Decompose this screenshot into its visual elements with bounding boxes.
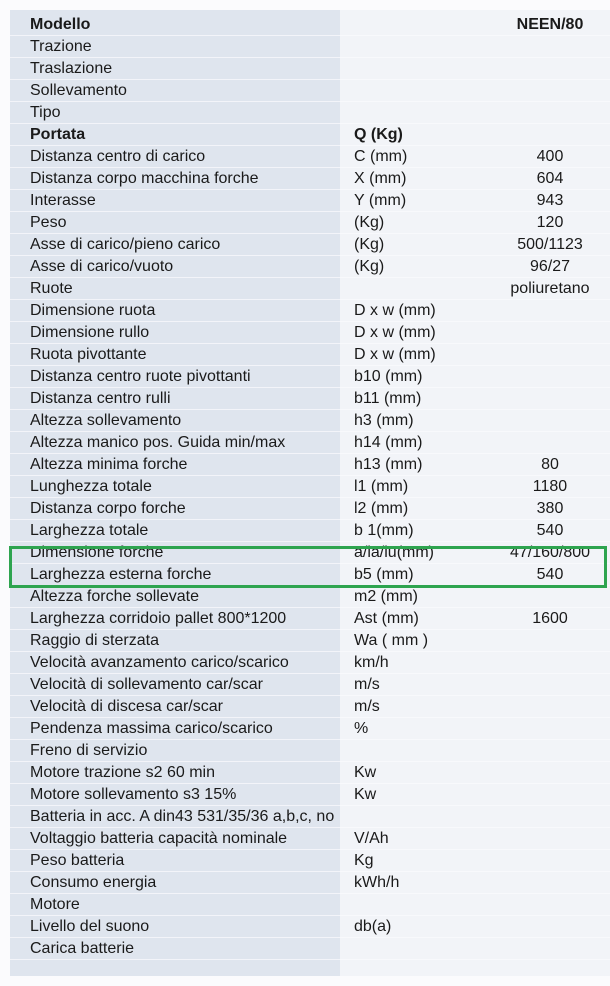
spec-label: Raggio di sterzata [30, 632, 159, 649]
spec-label: Peso [30, 214, 67, 231]
spec-row [10, 850, 610, 872]
spec-unit: l1 (mm) [354, 478, 409, 495]
spec-row [10, 80, 610, 102]
highlight-box [9, 546, 607, 588]
spec-row [10, 872, 610, 894]
spec-row [10, 234, 610, 256]
spec-label: Dimensione ruota [30, 302, 156, 319]
spec-unit: % [354, 720, 369, 737]
spec-unit: h3 (mm) [354, 412, 414, 429]
spec-label: Altezza minima forche [30, 456, 188, 473]
spec-row [10, 652, 610, 674]
spec-label: Lunghezza totale [30, 478, 152, 495]
spec-unit: b 1(mm) [354, 522, 414, 539]
spec-label: Larghezza totale [30, 522, 149, 539]
spec-label: Asse di carico/pieno carico [30, 236, 221, 253]
spec-label: Trazione [30, 38, 92, 55]
spec-label: Altezza manico pos. Guida min/max [30, 434, 286, 451]
spec-label: Velocità di discesa car/scar [30, 698, 223, 715]
spec-unit: Ast (mm) [354, 610, 419, 627]
spec-unit: Kw [354, 786, 377, 803]
spec-label: Ruota pivottante [30, 346, 147, 363]
spec-unit: Q (Kg) [354, 126, 403, 143]
spec-value: 380 [536, 500, 564, 517]
spec-unit: m2 (mm) [354, 588, 418, 605]
spec-value: 400 [536, 148, 564, 165]
spec-row [10, 454, 610, 476]
spec-row [10, 762, 610, 784]
spec-label: Larghezza corridoio pallet 800*1200 [30, 610, 287, 627]
spec-label: Motore [30, 896, 80, 913]
spec-row [10, 740, 610, 762]
spec-value: 80 [541, 456, 559, 473]
spec-label: Dimensione forche [30, 544, 164, 561]
spec-unit: h14 (mm) [354, 434, 423, 451]
spec-row [10, 674, 610, 696]
spec-label: Sollevamento [30, 82, 127, 99]
spec-table [10, 14, 610, 960]
spec-row [10, 938, 610, 960]
spec-row [10, 432, 610, 454]
spec-row [10, 388, 610, 410]
spec-label: Asse di carico/vuoto [30, 258, 174, 275]
spec-label: Distanza corpo forche [30, 500, 186, 517]
spec-row [10, 586, 610, 608]
spec-label: Batteria in acc. A din43 531/35/36 a,b,c, no [30, 808, 335, 825]
spec-label: Freno di servizio [30, 742, 148, 759]
spec-label: Livello del suono [30, 918, 150, 935]
spec-row [10, 322, 610, 344]
spec-row [10, 124, 610, 146]
spec-unit: D x w (mm) [354, 302, 436, 319]
spec-label: Interasse [30, 192, 96, 209]
spec-row [10, 58, 610, 80]
spec-unit: b10 (mm) [354, 368, 423, 385]
spec-label: Pendenza massima carico/scarico [30, 720, 273, 737]
spec-unit: Y (mm) [354, 192, 407, 209]
spec-row [10, 520, 610, 542]
spec-label: Ruote [30, 280, 73, 297]
spec-label: Portata [30, 126, 86, 143]
spec-unit: l2 (mm) [354, 500, 409, 517]
spec-row [10, 784, 610, 806]
spec-value: 120 [536, 214, 564, 231]
spec-unit: m/s [354, 676, 380, 693]
spec-row [10, 410, 610, 432]
spec-label: Altezza forche sollevate [30, 588, 199, 605]
spec-value: 540 [536, 522, 564, 539]
spec-value: poliuretano [510, 280, 590, 297]
spec-row [10, 256, 610, 278]
spec-label: Consumo energia [30, 874, 157, 891]
spec-label: Distanza centro rulli [30, 390, 171, 407]
spec-value: 604 [536, 170, 564, 187]
spec-row [10, 696, 610, 718]
spec-row [10, 608, 610, 630]
spec-unit: km/h [354, 654, 389, 671]
spec-unit: Kw [354, 764, 377, 781]
spec-label: Distanza corpo macchina forche [30, 170, 259, 187]
spec-label: Voltaggio batteria capacità nominale [30, 830, 288, 847]
header-row [10, 14, 610, 36]
spec-label: Distanza centro di carico [30, 148, 206, 165]
spec-row [10, 212, 610, 234]
spec-unit: db(a) [354, 918, 392, 935]
spec-label: Traslazione [30, 60, 113, 77]
spec-row [10, 278, 610, 300]
spec-value: 47/160/800 [509, 544, 591, 561]
spec-unit: kWh/h [354, 874, 400, 891]
spec-unit: b11 (mm) [354, 390, 422, 407]
spec-unit: h13 (mm) [354, 456, 423, 473]
spec-row [10, 718, 610, 740]
spec-row [10, 102, 610, 124]
spec-label: Carica batterie [30, 940, 135, 957]
spec-unit: (Kg) [354, 258, 385, 275]
spec-label: Dimensione rullo [30, 324, 150, 341]
spec-row [10, 146, 610, 168]
spec-row [10, 190, 610, 212]
spec-row [10, 894, 610, 916]
spec-unit: D x w (mm) [354, 324, 436, 341]
spec-label: Peso batteria [30, 852, 125, 869]
spec-label: Tipo [30, 104, 61, 121]
spec-row [10, 476, 610, 498]
spec-unit: X (mm) [354, 170, 407, 187]
spec-unit: b5 (mm) [354, 566, 414, 583]
spec-row [10, 366, 610, 388]
spec-unit: (Kg) [354, 214, 385, 231]
spec-row [10, 344, 610, 366]
spec-value: 540 [536, 566, 564, 583]
spec-row [10, 828, 610, 850]
spec-unit: C (mm) [354, 148, 408, 165]
spec-label: Velocità avanzamento carico/scarico [30, 654, 289, 671]
spec-unit: Wa ( mm ) [354, 632, 429, 649]
spec-row [10, 36, 610, 58]
spec-rows [10, 36, 610, 960]
spec-row [10, 916, 610, 938]
spec-label: Motore trazione s2 60 min [30, 764, 215, 781]
spec-unit: (Kg) [354, 236, 385, 253]
spec-unit: m/s [354, 698, 380, 715]
spec-row [10, 630, 610, 652]
spec-value: 1600 [532, 610, 568, 627]
spec-row [10, 300, 610, 322]
spec-unit: V/Ah [354, 830, 389, 847]
spec-unit: a/la/lu(mm) [354, 544, 435, 561]
spec-row [10, 168, 610, 190]
spec-row [10, 498, 610, 520]
spec-unit: Kg [354, 852, 374, 869]
spec-label: Distanza centro ruote pivottanti [30, 368, 251, 385]
spec-value: 1180 [532, 478, 568, 495]
spec-row [10, 806, 610, 828]
spec-label: Motore sollevamento s3 15% [30, 786, 237, 803]
spec-value: 943 [536, 192, 564, 209]
model-label: Modello [30, 16, 91, 33]
spec-label: Altezza sollevamento [30, 412, 182, 429]
spec-sheet [10, 10, 610, 976]
spec-value: 500/1123 [517, 236, 583, 253]
model-value: NEEN/80 [516, 16, 584, 33]
spec-unit: D x w (mm) [354, 346, 436, 363]
spec-label: Velocità di sollevamento car/scar [30, 676, 263, 693]
spec-label: Larghezza esterna forche [30, 566, 212, 583]
spec-value: 96/27 [529, 258, 571, 275]
